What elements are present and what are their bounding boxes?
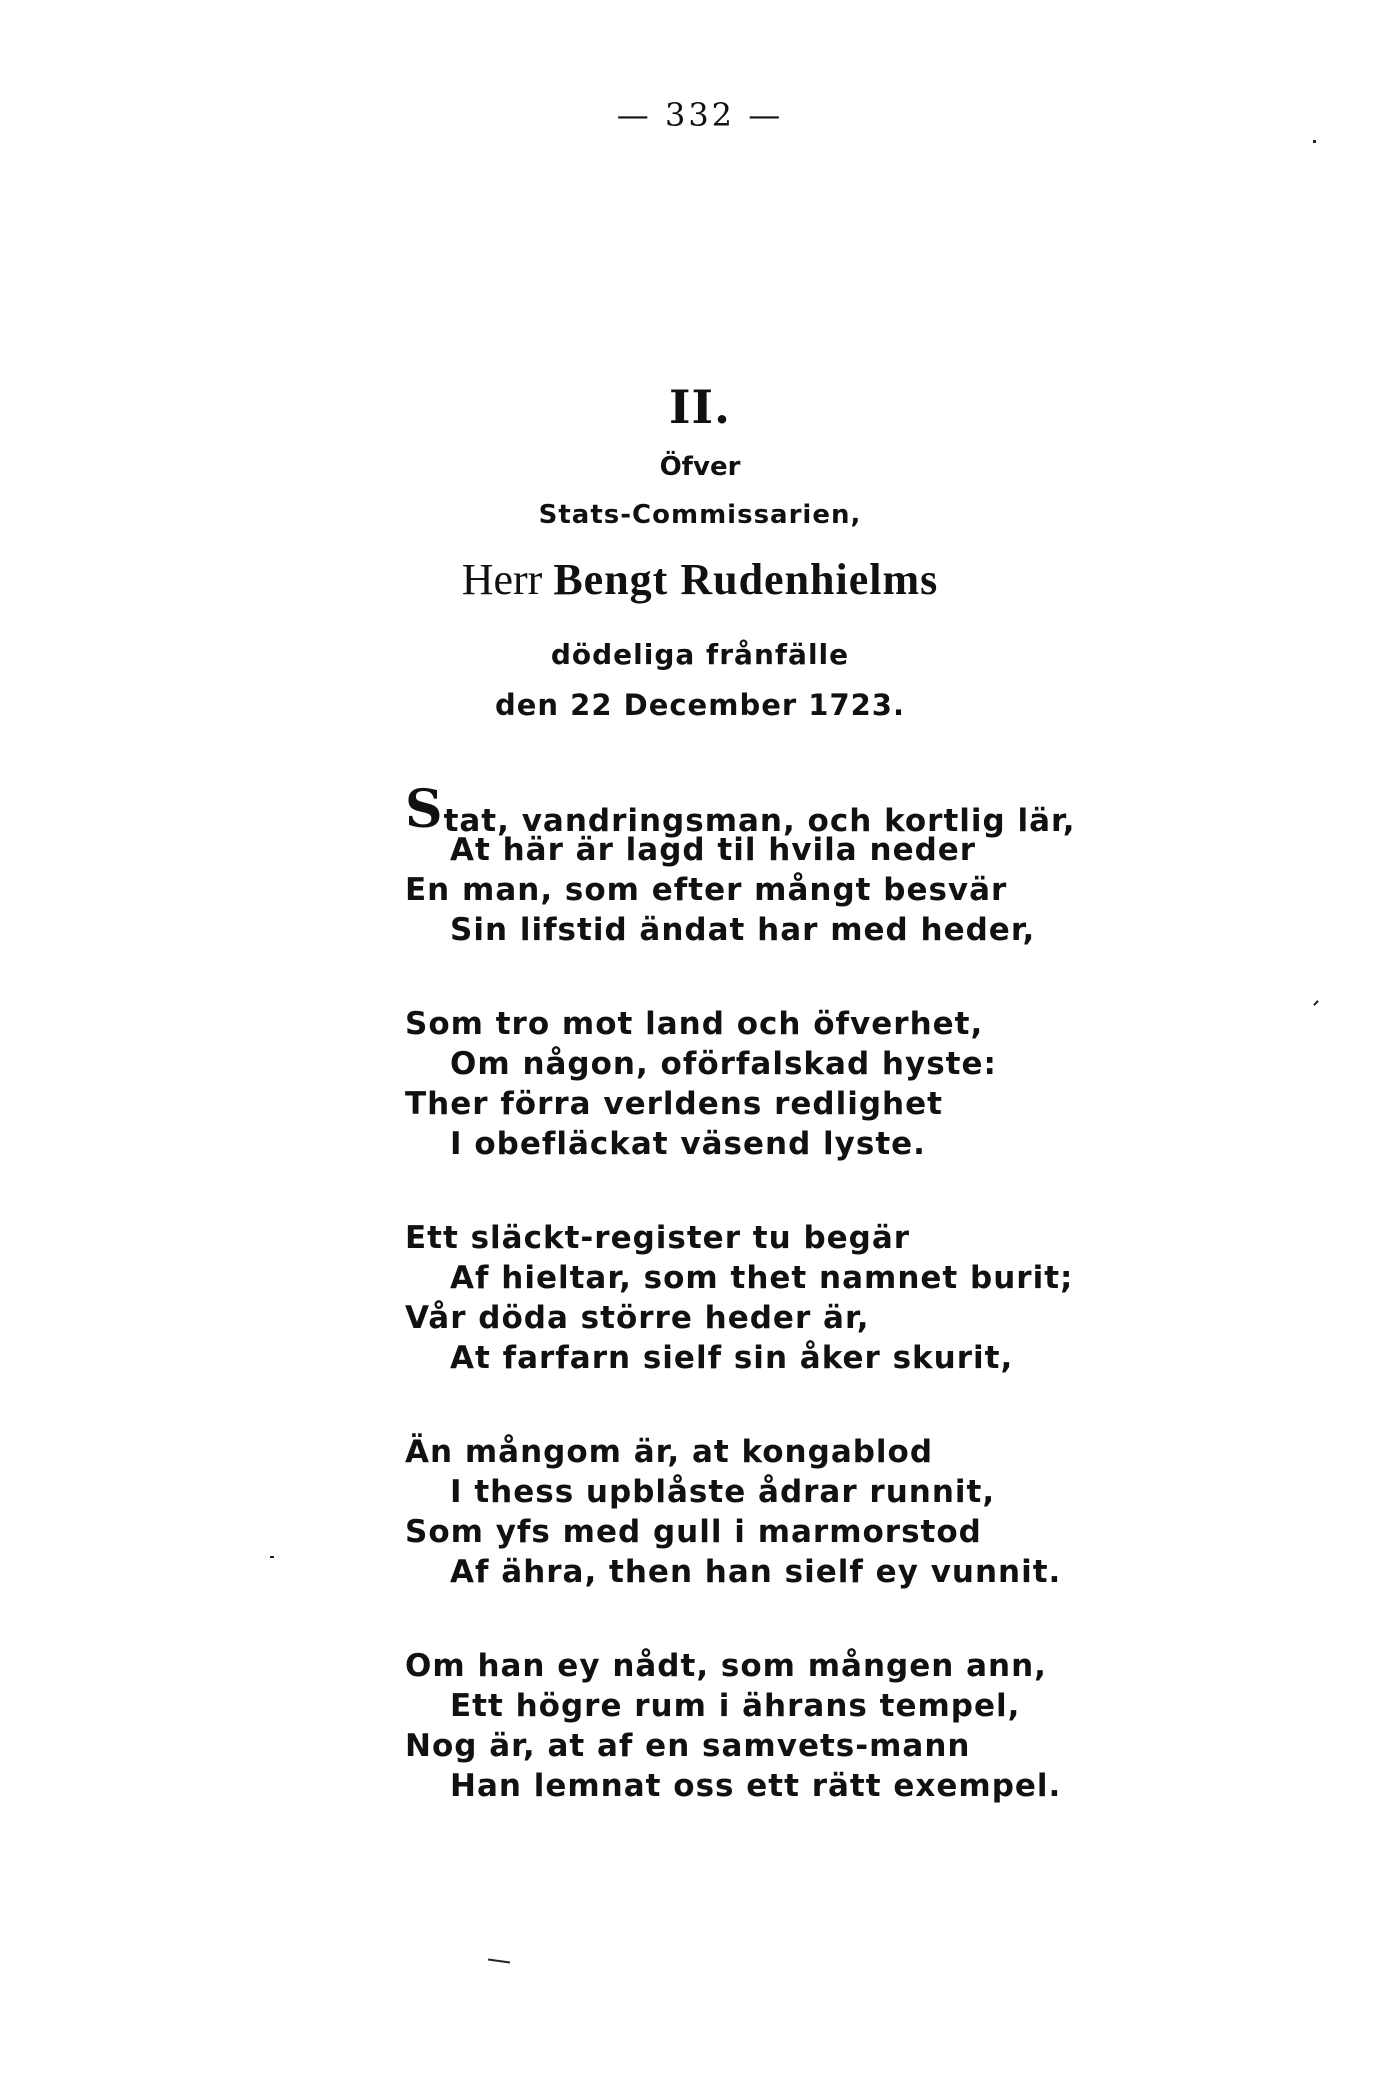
poem-line: En man, som efter mångt besvär [405,872,1008,908]
stanza-4 [405,1432,1105,1592]
heading-title: Stats-Commissarien, [538,500,862,530]
poem-line: Som tro mot land och öfverhet, [405,1006,984,1042]
heading-ofver: Öfver [659,452,741,482]
poem-line: At farfarn sielf sin åker skurit, [450,1340,1014,1376]
heading-dodeliga: dödeliga frånfälle [550,638,850,671]
poem-line: Af ähra, then han sielf ey vunnit. [450,1554,1062,1590]
section-numeral: II. [668,380,732,434]
poem-line-text: tat, vandringsman, och kortlig lär, [443,803,1076,839]
scan-speck [1313,1000,1319,1006]
heading-herr: Herr [461,555,554,604]
poem-line: Ett högre rum i ährans tempel, [450,1688,1021,1724]
stanza-2 [405,1004,1105,1164]
stanza-1 [405,779,1105,950]
poem-line: Ett släckt-register tu begär [405,1220,911,1256]
stanza-5 [405,1646,1105,1806]
poem-line: Ther förra verldens redlighet [405,1086,943,1122]
poem-line: Af hieltar, som thet namnet burit; [450,1260,1074,1296]
poem-line: Än mångom är, at kongablod [405,1434,934,1470]
poem-line: I thess upblåste ådrar runnit, [450,1474,996,1510]
stanza-3 [405,1218,1105,1378]
poem-line: Sin lifstid ändat har med heder, [450,912,1036,948]
scan-speck [488,1958,510,1963]
poem-line: Nog är, at af en samvets-mann [405,1728,971,1764]
drop-cap: S [405,779,444,840]
poem-line: Vår döda större heder är, [405,1300,870,1336]
scan-speck [1313,140,1316,143]
scan-speck [270,1556,274,1558]
poem-line [405,779,1105,840]
poem-line: I obefläckat väsend lyste. [450,1126,926,1162]
poem-line: Om någon, oförfalskad hyste: [450,1046,997,1082]
page-number: — 332 — [616,96,784,134]
heading-person-name: Bengt Rudenhielms [553,555,939,604]
poem-line: Han lemnat oss ett rätt exempel. [450,1768,1062,1804]
poem-line: Som yfs med gull i marmorstod [405,1514,982,1550]
heading-date: den 22 December 1723. [495,688,905,722]
poem [405,779,1105,1860]
poem-line: At här är lagd til hvila neder [450,832,977,868]
poem-line: Om han ey nådt, som mången ann, [405,1648,1047,1684]
heading-name-line [0,554,1400,605]
